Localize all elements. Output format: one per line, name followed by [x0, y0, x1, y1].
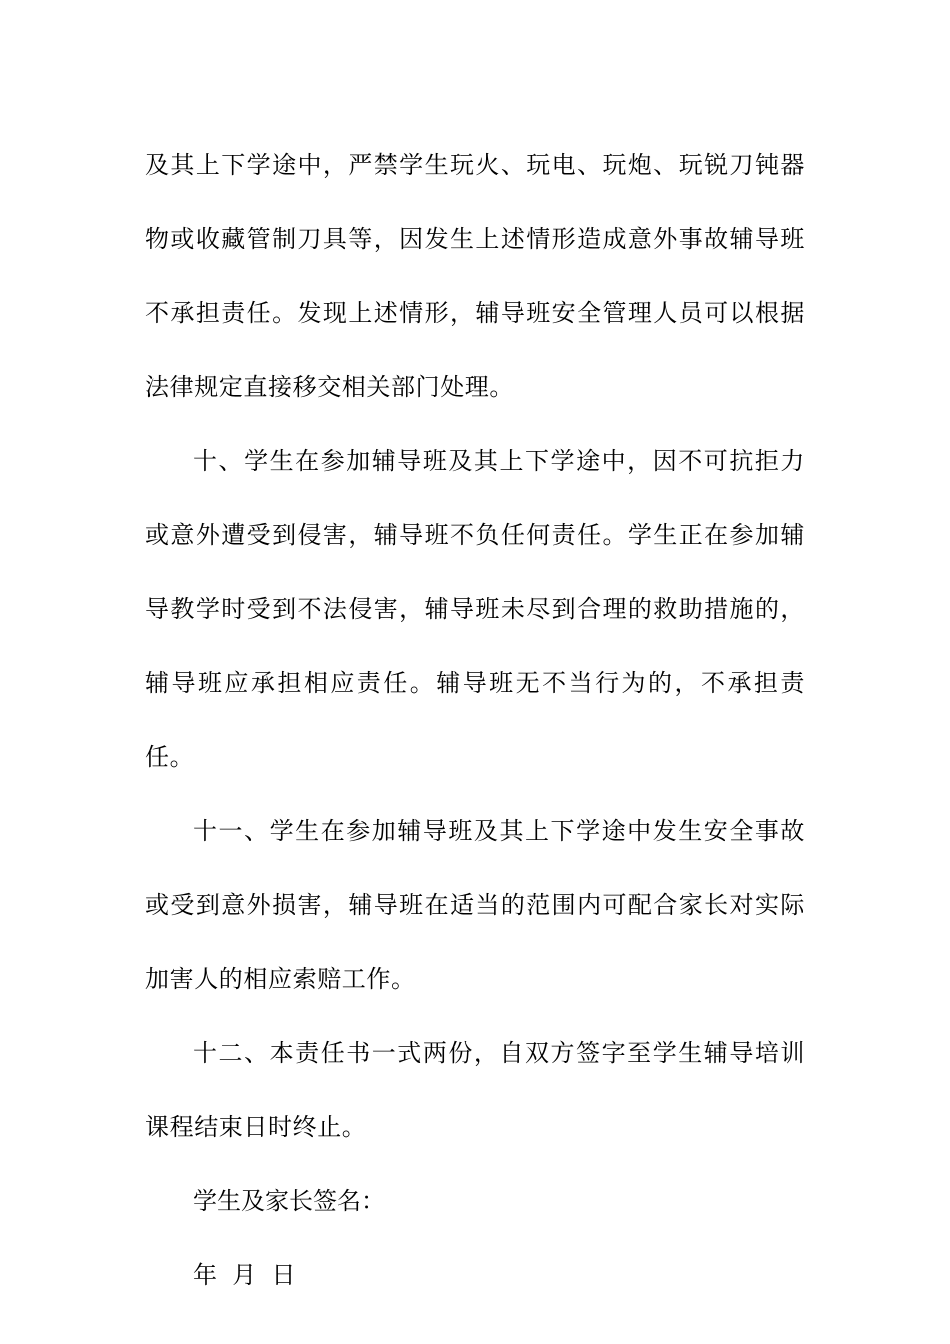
- paragraph-clause-10: 十、学生在参加辅导班及其上下学途中，因不可抗拒力或意外遭受到侵害，辅导班不负任何责任。学生正在参加辅导教学时受到不法侵害，辅导班未尽到合理的救助措施的，辅导班应承担相应责任。辅导班无不当行为的，不承担责任。: [145, 447, 805, 771]
- paragraph-clause-11: 十一、学生在参加辅导班及其上下学途中发生安全事故或受到意外损害，辅导班在适当的范围内可配合家长对实际加害人的相应索赔工作。: [145, 817, 805, 993]
- paragraph-continuation: 及其上下学途中，严禁学生玩火、玩电、玩炮、玩锐刀钝器物或收藏管制刀具等，因发生上述情形造成意外事故辅导班不承担责任。发现上述情形，辅导班安全管理人员可以根据法律规定直接移交相关部门处理。: [145, 151, 805, 401]
- signature-label: 学生及家长签名：: [193, 1187, 385, 1215]
- date-line: 年 月 日: [193, 1261, 296, 1289]
- document-body: [145, 128, 805, 1312]
- paragraph-clause-12: 十二、本责任书一式两份，自双方签字至学生辅导培训课程结束日时终止。: [145, 1039, 805, 1141]
